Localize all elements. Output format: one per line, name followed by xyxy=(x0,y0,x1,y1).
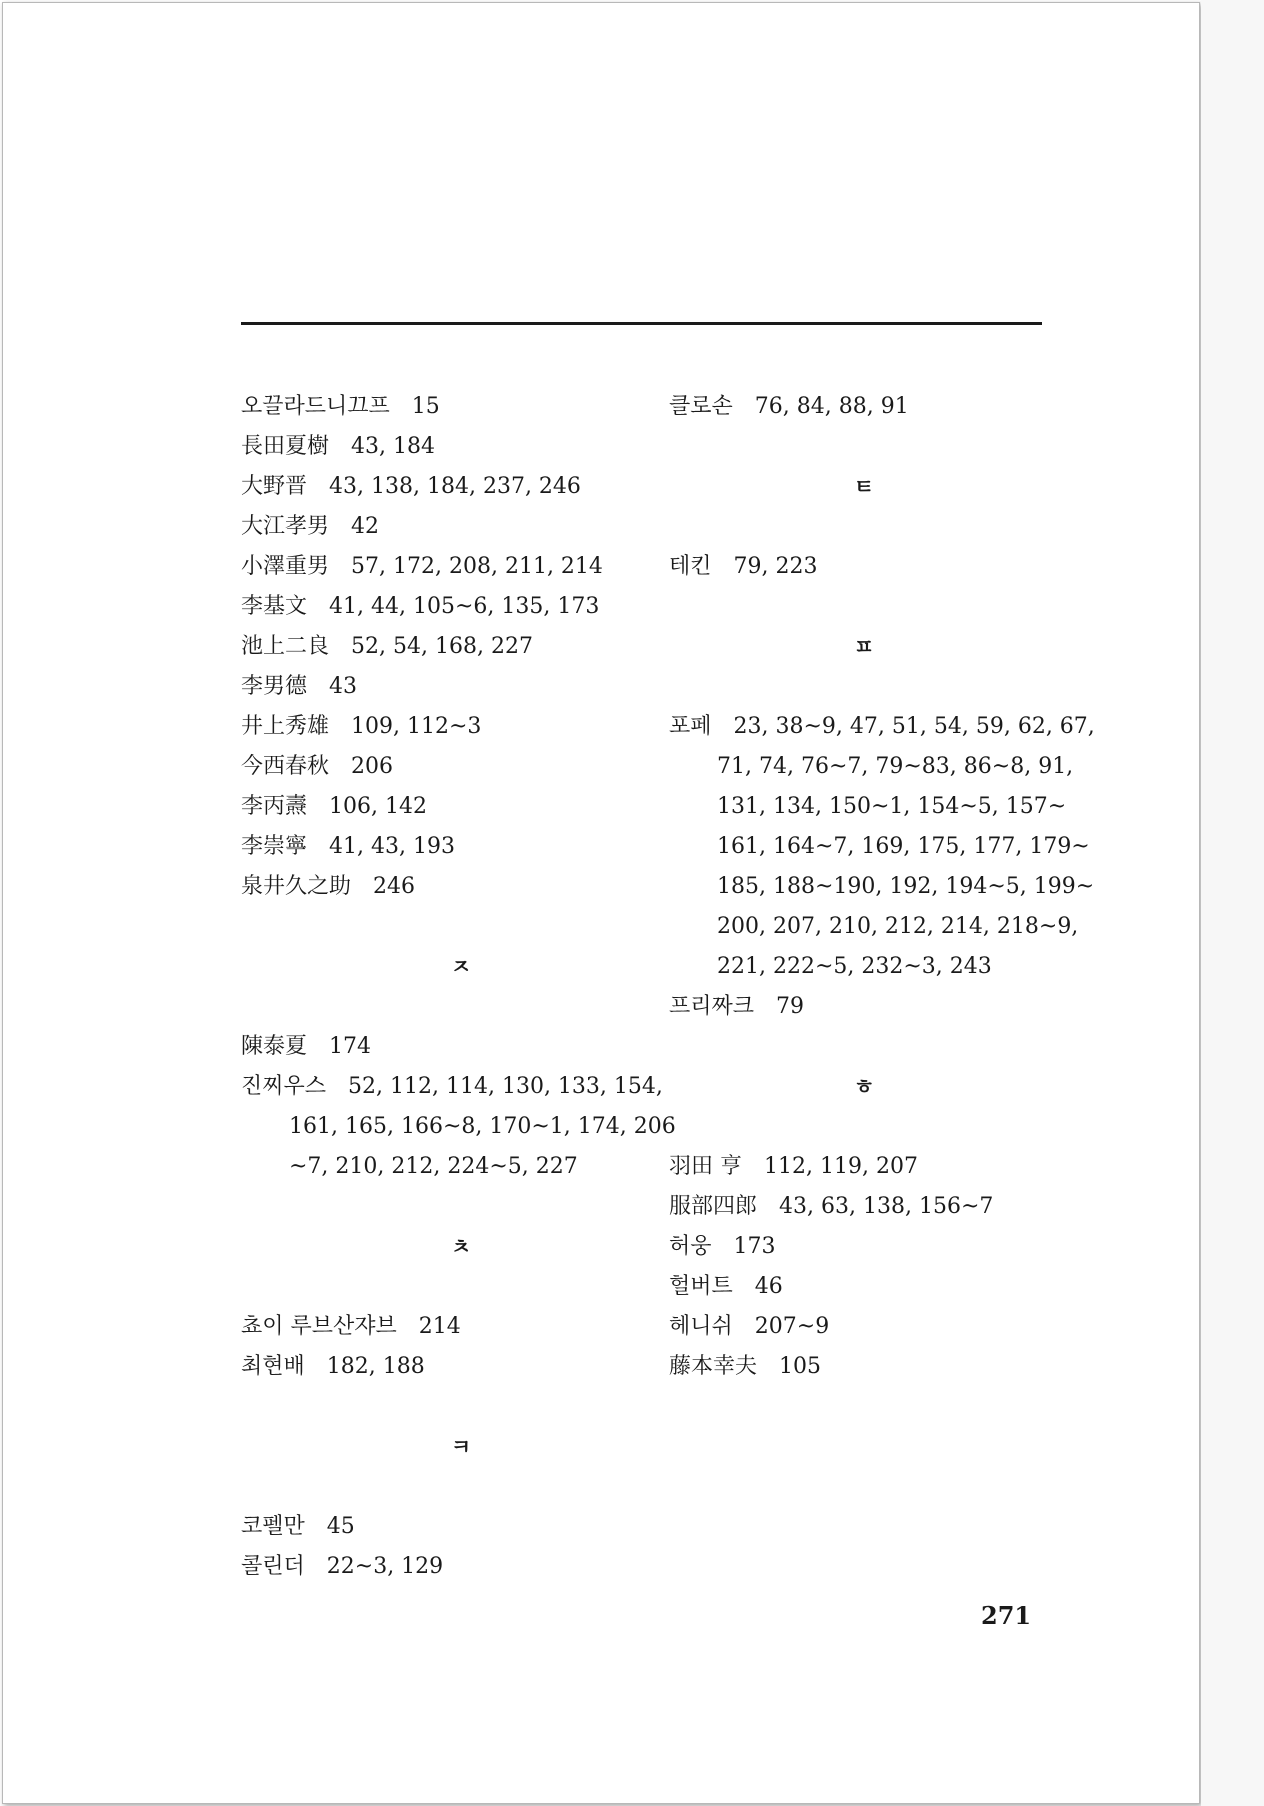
index-entry-name: 大江孝男 xyxy=(241,514,330,539)
index-entry xyxy=(241,787,661,827)
index-entry-pages: 41, 43, 193 xyxy=(329,834,455,859)
index-group-p2 xyxy=(669,987,1089,1027)
index-entry-name: 大野晋 xyxy=(241,474,308,499)
index-entry-pages: 76, 84, 88, 91 xyxy=(754,394,909,419)
index-group-j-continuation xyxy=(241,1107,676,1187)
index-entry xyxy=(669,987,1089,1027)
index-entry xyxy=(241,867,661,907)
index-group-top-right xyxy=(669,387,1089,427)
index-entry xyxy=(241,467,661,507)
index-entry xyxy=(669,1347,1089,1387)
index-group-top xyxy=(241,387,661,907)
index-entry xyxy=(669,707,1095,747)
index-entry-pages: 52, 112, 114, 130, 133, 154, xyxy=(348,1074,663,1099)
viewer-gutter xyxy=(1201,0,1264,1806)
index-entry-pages: 206 xyxy=(351,754,394,779)
index-entry-name: 쵸이 루브산쟈브 xyxy=(241,1314,397,1339)
index-entry xyxy=(669,1307,1089,1347)
index-entry-pages: 42 xyxy=(351,514,380,539)
index-entry xyxy=(241,1067,661,1107)
index-entry xyxy=(669,1187,1089,1227)
index-entry-pages: 106, 142 xyxy=(329,794,427,819)
index-entry-name: 羽田 亨 xyxy=(669,1154,742,1179)
index-entry xyxy=(669,547,1089,587)
index-entry xyxy=(669,1147,1089,1187)
index-entry-continuation: 161, 164~7, 169, 175, 177, 179~ xyxy=(717,834,1090,859)
index-entry xyxy=(241,1507,661,1547)
index-entry-pages: 112, 119, 207 xyxy=(764,1154,918,1179)
index-group-p-continuation xyxy=(669,747,1095,987)
index-entry xyxy=(241,667,661,707)
index-entry-name: 허웅 xyxy=(669,1234,712,1259)
index-entry-pages: 105 xyxy=(779,1354,822,1379)
index-group-t xyxy=(669,547,1089,587)
index-entry-name: 陳泰夏 xyxy=(241,1034,308,1059)
index-entry-continuation: 161, 165, 166~8, 170~1, 174, 206 xyxy=(289,1114,676,1139)
index-entry xyxy=(241,427,661,467)
index-entry-name: 클로손 xyxy=(669,394,733,419)
index-group-j xyxy=(241,1027,661,1107)
index-entry xyxy=(241,1027,661,1067)
index-entry xyxy=(241,827,661,867)
index-entry-pages: 43, 63, 138, 156~7 xyxy=(779,1194,994,1219)
index-entry xyxy=(669,1227,1089,1267)
index-entry-name: 최현배 xyxy=(241,1354,305,1379)
index-entry-pages: 246 xyxy=(373,874,416,899)
section-heading-h: ㅎ xyxy=(853,1075,875,1099)
index-entry-name: 泉井久之助 xyxy=(241,874,352,899)
index-entry-pages: 207~9 xyxy=(754,1314,830,1339)
index-entry-continuation: 221, 222~5, 232~3, 243 xyxy=(717,954,992,979)
index-entry-pages: 15 xyxy=(411,394,440,419)
section-heading-p: ㅍ xyxy=(853,635,875,659)
index-group-ch xyxy=(241,1307,661,1387)
index-entry xyxy=(241,507,661,547)
index-entry-name: 長田夏樹 xyxy=(241,434,330,459)
section-heading-t: ㅌ xyxy=(853,475,875,499)
index-entry-continuation: ~7, 210, 212, 224~5, 227 xyxy=(289,1154,578,1179)
index-entry xyxy=(241,1547,661,1587)
index-entry-continuation: 185, 188~190, 192, 194~5, 199~ xyxy=(717,874,1095,899)
index-entry xyxy=(241,547,661,587)
index-entry-name: 井上秀雄 xyxy=(241,714,330,739)
index-entry-pages: 46 xyxy=(754,1274,783,1299)
index-entry-pages: 109, 112~3 xyxy=(351,714,482,739)
index-entry-name: 李基文 xyxy=(241,594,308,619)
index-entry xyxy=(669,387,1089,427)
index-entry-pages: 79, 223 xyxy=(733,554,818,579)
header-rule xyxy=(241,322,1042,325)
book-page xyxy=(2,2,1200,1804)
index-group-h xyxy=(669,1147,1089,1387)
index-entry-name: 테킨 xyxy=(669,554,712,579)
index-entry xyxy=(241,1347,661,1387)
index-entry xyxy=(241,627,661,667)
index-entry-name: 服部四郎 xyxy=(669,1194,758,1219)
index-entry-name: 헤니쉬 xyxy=(669,1314,733,1339)
index-entry-pages: 22~3, 129 xyxy=(326,1554,444,1579)
index-entry-pages: 43, 138, 184, 237, 246 xyxy=(329,474,581,499)
index-entry xyxy=(241,587,661,627)
index-entry xyxy=(669,1267,1089,1307)
index-entry-name: 오끌라드니끄프 xyxy=(241,394,390,419)
index-entry-name: 藤本幸夫 xyxy=(669,1354,758,1379)
index-entry-name: 프리짜크 xyxy=(669,994,755,1019)
index-group-k xyxy=(241,1507,661,1587)
index-entry-name: 헐버트 xyxy=(669,1274,733,1299)
index-entry-name: 池上二良 xyxy=(241,634,330,659)
page-number: 271 xyxy=(981,1601,1032,1630)
index-entry-pages: 45 xyxy=(326,1514,355,1539)
index-entry-name: 李男德 xyxy=(241,674,308,699)
index-entry-pages: 79 xyxy=(776,994,805,1019)
index-entry xyxy=(241,387,661,427)
index-entry-pages: 23, 38~9, 47, 51, 54, 59, 62, 67, xyxy=(733,714,1095,739)
index-entry-continuation: 131, 134, 150~1, 154~5, 157~ xyxy=(717,794,1067,819)
index-entry xyxy=(241,747,661,787)
index-group-p xyxy=(669,707,1095,747)
index-entry-pages: 173 xyxy=(733,1234,776,1259)
section-heading-j: ㅈ xyxy=(450,955,472,979)
index-entry-pages: 43 xyxy=(329,674,358,699)
index-entry-continuation: 71, 74, 76~7, 79~83, 86~8, 91, xyxy=(717,754,1074,779)
index-entry-pages: 174 xyxy=(329,1034,372,1059)
index-entry-continuation: 200, 207, 210, 212, 214, 218~9, xyxy=(717,914,1079,939)
index-entry-pages: 57, 172, 208, 211, 214 xyxy=(351,554,603,579)
section-heading-k: ㅋ xyxy=(450,1435,472,1459)
index-right-column xyxy=(669,387,1095,1387)
index-entry-name: 李丙燾 xyxy=(241,794,308,819)
index-entry-pages: 214 xyxy=(418,1314,461,1339)
index-entry-name: 小澤重男 xyxy=(241,554,330,579)
index-entry xyxy=(241,1307,661,1347)
index-entry-name: 콜린더 xyxy=(241,1554,305,1579)
section-heading-ch: ㅊ xyxy=(450,1235,472,1259)
index-left-column xyxy=(241,387,676,1587)
index-entry-pages: 52, 54, 168, 227 xyxy=(351,634,533,659)
index-entry xyxy=(241,707,661,747)
index-entry-name: 李崇寧 xyxy=(241,834,308,859)
index-entry-name: 포페 xyxy=(669,714,712,739)
index-entry-name: 今西春秋 xyxy=(241,754,330,779)
index-entry-pages: 43, 184 xyxy=(351,434,435,459)
index-entry-pages: 182, 188 xyxy=(326,1354,425,1379)
index-entry-pages: 41, 44, 105~6, 135, 173 xyxy=(329,594,600,619)
index-entry-name: 진찌우스 xyxy=(241,1074,327,1099)
index-entry-name: 코펠만 xyxy=(241,1514,305,1539)
